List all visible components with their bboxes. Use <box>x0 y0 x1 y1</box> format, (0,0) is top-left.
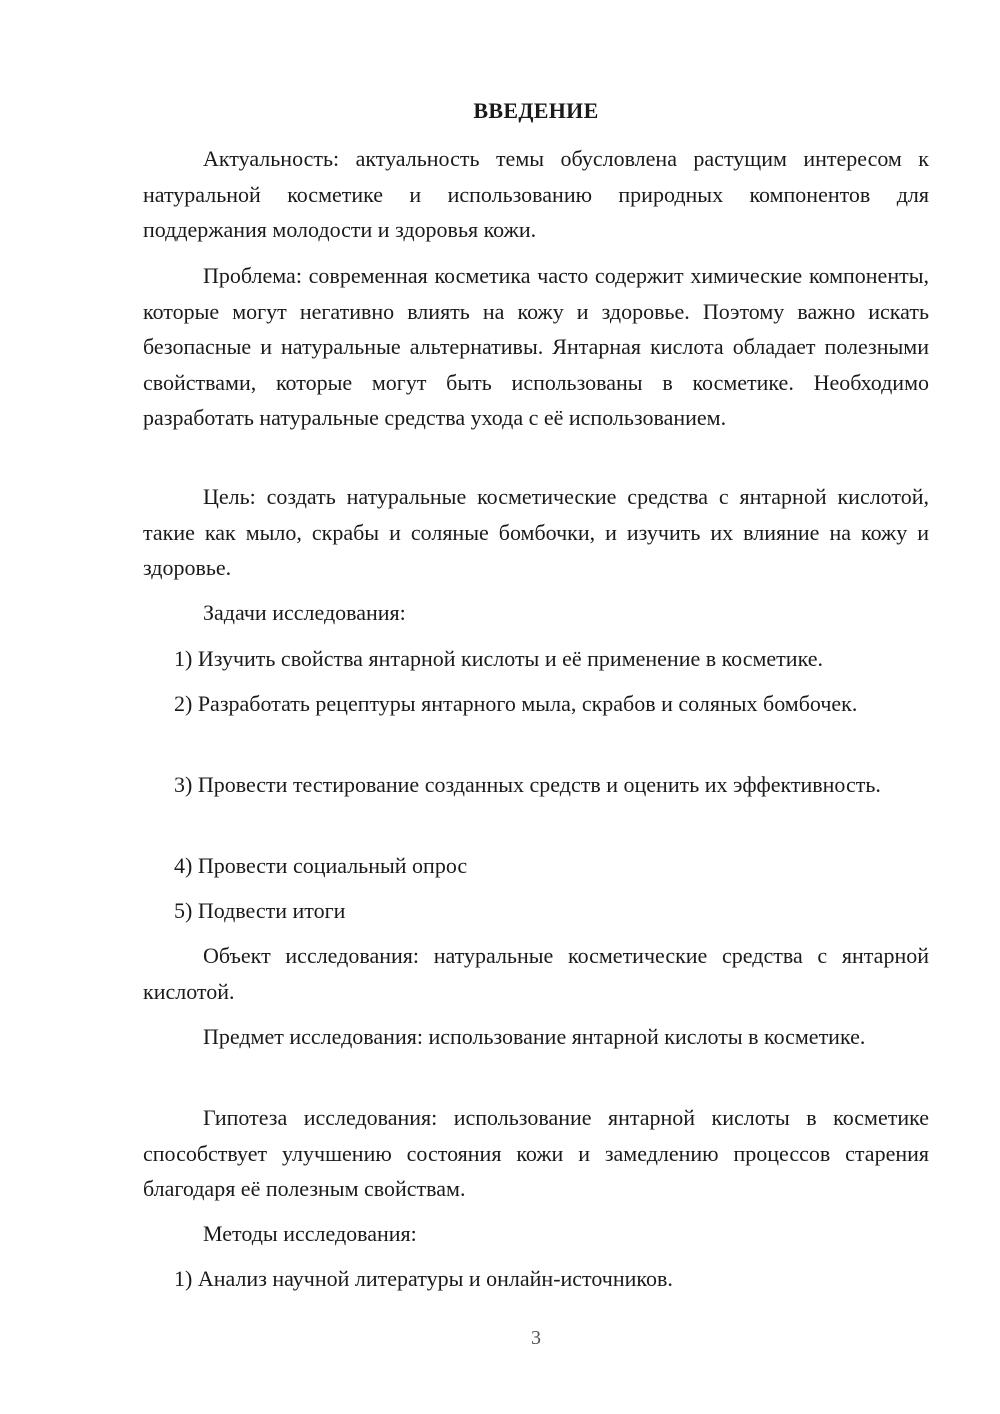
paragraph-problem: Проблема: современная косметика часто содержит химические компоненты, которые могут негативно влиять на кожу и здоровье. Поэтому важно искать безопасные и натуральные альтернативы. Янтарная кислота обладает полезными свойствами, которые могут быть использованы в косметике. Необходимо разработать натуральные средства ухода с её использованием. <box>143 263 929 430</box>
list-item-task-2: 2) Разработать рецептуры янтарного мыла, скрабов и соляных бомбочек. <box>174 691 858 716</box>
paragraph-relevance: Актуальность: актуальность темы обусловлена растущим интересом к натуральной косметике и использованию природных компонентов для поддержания молодости и здоровья кожи. <box>143 146 929 242</box>
list-item-task-1: 1) Изучить свойства янтарной кислоты и её применение в косметике. <box>174 646 823 671</box>
paragraph-goal: Цель: создать натуральные косметические средства с янтарной кислотой, такие как мыло, скрабы и соляные бомбочки, и изучить их влияние на кожу и здоровье. <box>143 484 929 580</box>
list-item-task-5: 5) Подвести итоги <box>174 898 346 923</box>
paragraph-subject: Предмет исследования: использование янтарной кислоты в косметике. <box>203 1024 866 1049</box>
list-item-task-3: 3) Провести тестирование созданных средств и оценить их эффективность. <box>174 772 881 797</box>
page-title: ВВЕДЕНИЕ <box>473 98 599 123</box>
paragraph-tasks-heading: Задачи исследования: <box>203 600 406 625</box>
paragraph-methods-heading: Методы исследования: <box>203 1221 417 1246</box>
page-number: 3 <box>531 1327 541 1349</box>
list-item-task-4: 4) Провести социальный опрос <box>174 853 468 878</box>
list-item-method-1: 1) Анализ научной литературы и онлайн-источников. <box>174 1266 673 1291</box>
paragraph-object: Объект исследования: натуральные косметические средства с янтарной кислотой. <box>143 943 929 1004</box>
paragraph-hypothesis: Гипотеза исследования: использование янтарной кислоты в косметике способствует улучшению состояния кожи и замедлению процессов старения благодаря её полезным свойствам. <box>143 1105 929 1201</box>
